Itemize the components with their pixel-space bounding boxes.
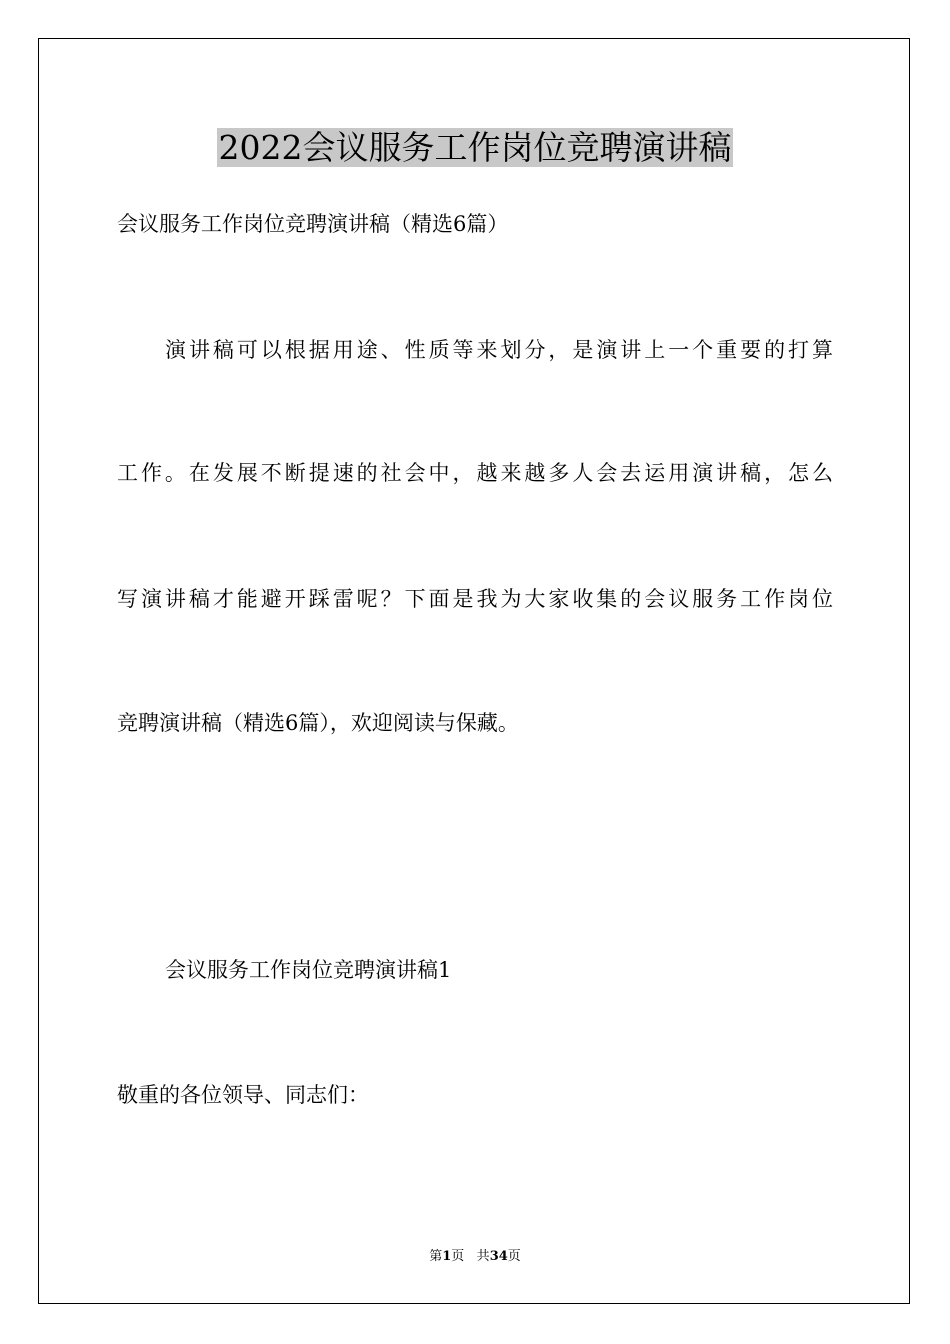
intro-line-1: 演讲稿可以根据用途、性质等来划分，是演讲上一个重要的打算 xyxy=(165,338,833,362)
document-subtitle: 会议服务工作岗位竞聘演讲稿（精选6篇） xyxy=(117,212,509,236)
document-title xyxy=(0,126,950,170)
salutation: 敬重的各位领导、同志们： xyxy=(117,1083,369,1107)
intro-line-4: 竞聘演讲稿（精选6篇），欢迎阅读与保藏。 xyxy=(117,711,519,735)
footer-total-prefix: 共 xyxy=(476,1249,490,1264)
footer-page-suffix: 页 xyxy=(451,1249,465,1264)
footer-page-number: 1 xyxy=(442,1249,452,1264)
document-title-text: 2022会议服务工作岗位竞聘演讲稿 xyxy=(218,128,732,167)
intro-line-2: 工作。在发展不断提速的社会中，越来越多人会去运用演讲稿，怎么 xyxy=(117,461,833,485)
page-footer xyxy=(0,1248,950,1266)
footer-total-pages: 34 xyxy=(489,1249,508,1264)
intro-line-3: 写演讲稿才能避开踩雷呢？下面是我为大家收集的会议服务工作岗位 xyxy=(117,587,833,611)
footer-total-suffix: 页 xyxy=(507,1249,521,1264)
footer-page-prefix: 第 xyxy=(429,1249,443,1264)
section-heading: 会议服务工作岗位竞聘演讲稿1 xyxy=(165,958,452,982)
